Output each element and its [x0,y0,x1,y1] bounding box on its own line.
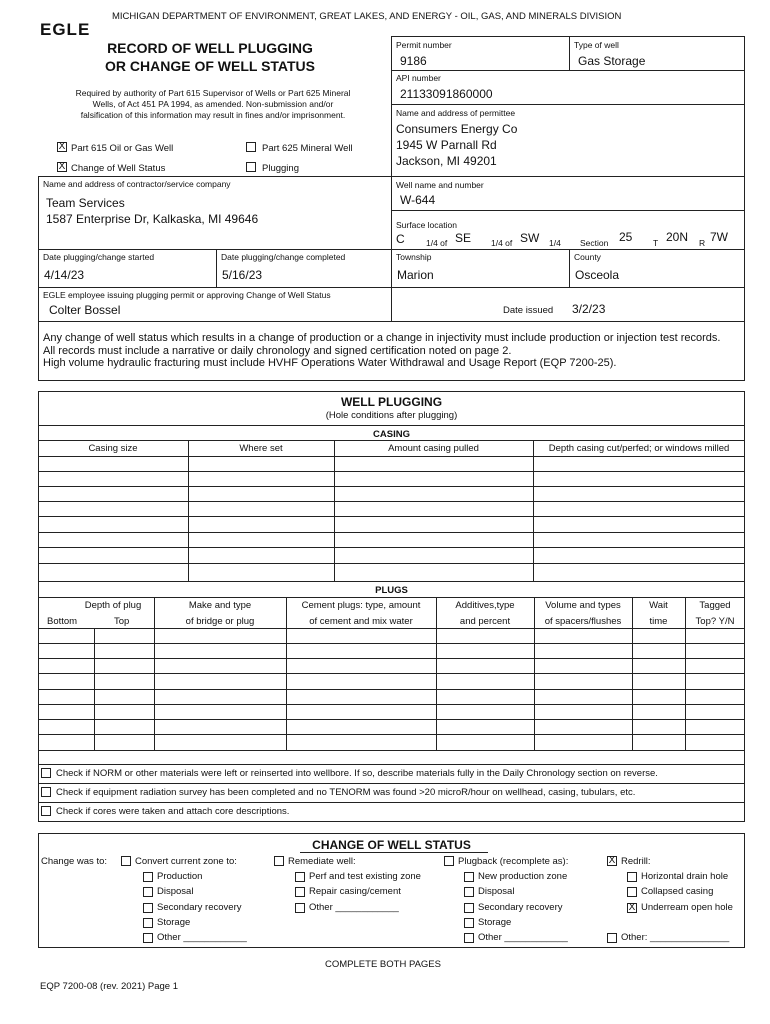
redrill-collapsed-checkbox[interactable] [627,887,637,897]
employee-label: EGLE employee issuing plugging permit or approving Change of Well Status [43,290,331,300]
convert-label: Convert current zone to: [135,856,237,867]
plugback-new-zone-label: New production zone [478,871,568,882]
casing-size-header: Casing size [88,443,138,454]
plugging-subtitle: (Hole conditions after plugging) [325,410,458,421]
radiation-label: Check if equipment radiation survey has been completed and no TENORM was found >20 microR/hour on wellhead, casing, tubulars, etc. [56,787,636,798]
convert-secondary-label: Secondary recovery [157,902,242,913]
authority-line1: Required by authority of Part 615 Supervisor of Wells or Part 625 Mineral [75,88,351,98]
permittee-street[interactable]: 1945 W Parnall Rd [396,138,497,152]
status-title: CHANGE OF WELL STATUS [312,838,471,852]
redrill-underream-checkbox[interactable]: X [628,902,636,913]
convert-other-label[interactable]: Other ____________ [157,932,247,943]
cores-label: Check if cores were taken and attach core descriptions. [56,806,290,817]
wait-header2: time [649,616,668,627]
plugback-storage-checkbox[interactable] [464,918,474,928]
loc-quarter2-value[interactable]: SW [520,231,540,245]
convert-other-checkbox[interactable] [143,933,153,943]
egle-logo: EGLE [40,20,91,39]
plugback-label: Plugback (recomplete as): [458,856,569,867]
plugback-other-label[interactable]: Other ____________ [478,932,568,943]
type-of-well-label: Type of well [574,40,619,50]
bottom-header: Bottom [47,616,78,627]
remediate-repair-checkbox[interactable] [295,887,305,897]
county-label: County [574,252,601,262]
date-started-value[interactable]: 4/14/23 [44,268,85,282]
plugging-label: Plugging [262,163,299,174]
township-t-label: T [653,238,659,248]
complete-both-pages: COMPLETE BOTH PAGES [325,959,441,970]
convert-storage-label: Storage [157,917,191,928]
api-number-label: API number [396,73,441,83]
make-type-header2: of bridge or plug [185,616,255,627]
redrill-underream-label: Underream open hole [641,902,733,913]
redrill-checkbox[interactable]: X [608,855,616,866]
amount-pulled-header: Amount casing pulled [388,443,479,454]
remediate-other-checkbox[interactable] [295,903,305,913]
cement-header2: of cement and mix water [309,616,413,627]
remediate-perf-checkbox[interactable] [295,872,305,882]
plugback-new-zone-checkbox[interactable] [464,872,474,882]
change-was-to-label: Change was to: [41,856,108,867]
volume-header2: of spacers/flushes [544,616,622,627]
loc-quarter1-label: 1/4 of [426,238,448,248]
contractor-label: Name and address of contractor/service company [43,179,231,189]
plugback-checkbox[interactable] [444,856,454,866]
change-status-checkbox[interactable]: X [58,161,66,172]
township-label: Township [396,252,432,262]
plugging-title: WELL PLUGGING [340,395,443,409]
api-number-value[interactable]: 21133091860000 [400,87,493,101]
part625-checkbox[interactable] [246,142,256,152]
range-r-label: R [699,238,706,248]
date-started-label: Date plugging/change started [43,252,155,262]
norm-checkbox[interactable] [41,768,51,778]
convert-secondary-checkbox[interactable] [143,903,153,913]
where-set-header: Where set [239,443,283,454]
date-completed-label: Date plugging/change completed [221,252,346,262]
redrill-label: Redrill: [621,856,651,867]
section-value[interactable]: 25 [619,230,633,244]
contractor-name[interactable]: Team Services [46,196,125,210]
note-line2: All records must include a narrative or daily chronology and signed certification noted on page 2. [43,345,512,357]
convert-disposal-checkbox[interactable] [143,887,153,897]
plugback-other-checkbox[interactable] [464,933,474,943]
remediate-perf-label: Perf and test existing zone [309,871,421,882]
additives-header1: Additives,type [455,600,515,611]
type-of-well-value[interactable]: Gas Storage [578,54,646,68]
remediate-checkbox[interactable] [274,856,284,866]
plugback-disposal-label: Disposal [478,886,515,897]
plugback-disposal-checkbox[interactable] [464,887,474,897]
redrill-collapsed-label: Collapsed casing [641,886,714,897]
redrill-horizontal-label: Horizontal drain hole [641,871,729,882]
convert-disposal-label: Disposal [157,886,194,897]
loc-quarter1-value[interactable]: SE [455,231,472,245]
other-bottom-label[interactable]: Other: _______________ [621,932,730,943]
plugging-checkbox[interactable] [246,162,256,172]
authority-line2: Wells, of Act 451 PA 1994, as amended. Non-submission and/or [92,99,334,109]
date-completed-value[interactable]: 5/16/23 [222,268,263,282]
loc-quarter3-label: 1/4 [549,238,561,248]
date-issued-label: Date issued [503,305,554,316]
date-issued-value[interactable]: 3/2/23 [572,302,606,316]
note-line1: Any change of well status which results in a change of production or a change in injectivity must include production or injection test records. [43,332,721,344]
convert-production-checkbox[interactable] [143,872,153,882]
remediate-label: Remediate well: [288,856,356,867]
remediate-repair-label: Repair casing/cement [309,886,401,897]
surface-location-label: Surface location [396,220,457,230]
tagged-header2: Top? Y/N [695,616,735,627]
department-header: MICHIGAN DEPARTMENT OF ENVIRONMENT, GREAT LAKES, AND ENERGY - OIL, GAS, AND MINERALS DIVISION [112,11,622,22]
permittee-city[interactable]: Jackson, MI 49201 [396,154,497,168]
convert-checkbox[interactable] [121,856,131,866]
township-num-value[interactable]: 20N [666,230,689,244]
form-title-line1: RECORD OF WELL PLUGGING [107,40,313,56]
plugback-storage-label: Storage [478,917,512,928]
part615-checkbox[interactable]: X [58,141,66,152]
convert-storage-checkbox[interactable] [143,918,153,928]
well-name-value[interactable]: W-644 [400,193,436,207]
tagged-header1: Tagged [699,600,731,611]
section-label: Section [580,238,609,248]
permit-number-value[interactable]: 9186 [400,54,427,68]
employee-value[interactable]: Colter Bossel [49,303,121,317]
part615-label: Part 615 Oil or Gas Well [71,143,174,154]
norm-label: Check if NORM or other materials were left or reinserted into wellbore. If so, describe materials fully in the Daily Chronology section on reverse. [56,768,658,779]
remediate-other-label[interactable]: Other ____________ [309,902,399,913]
plugback-secondary-label: Secondary recovery [478,902,563,913]
cement-header1: Cement plugs: type, amount [301,600,421,611]
make-type-header1: Make and type [188,600,252,611]
form-id: EQP 7200-08 (rev. 2021) Page 1 [40,981,179,992]
part625-label: Part 625 Mineral Well [262,143,353,154]
plugback-secondary-checkbox[interactable] [464,903,474,913]
authority-line3: falsification of this information may result in fines and/or imprisonment. [80,110,346,120]
note-line3: High volume hydraulic fracturing must include HVHF Operations Water Withdrawal and Usage Report (EQP 7200-25). [43,357,617,369]
depth-cut-header: Depth casing cut/perfed; or windows milled [548,443,730,454]
depth-of-plug-header: Depth of plug [84,600,142,611]
well-name-label: Well name and number [396,180,484,190]
loc-c-value[interactable]: C [396,232,405,246]
county-value[interactable]: Osceola [575,268,620,282]
township-value[interactable]: Marion [397,268,434,282]
additives-header2: and percent [459,616,511,627]
permittee-label: Name and address of permittee [396,108,516,118]
volume-header1: Volume and types [545,600,621,611]
permit-number-label: Permit number [396,40,452,50]
permittee-name[interactable]: Consumers Energy Co [396,122,518,136]
range-value[interactable]: 7W [710,230,728,244]
convert-production-label: Production [157,871,203,882]
cores-checkbox[interactable] [41,806,51,816]
loc-quarter2-label: 1/4 of [491,238,513,248]
casing-title: CASING [373,429,410,440]
top-header: Top [114,616,130,627]
radiation-checkbox[interactable] [41,787,51,797]
wait-header1: Wait [649,600,668,611]
change-status-label: Change of Well Status [71,163,166,174]
contractor-address[interactable]: 1587 Enterprise Dr, Kalkaska, MI 49646 [46,212,259,226]
redrill-horizontal-checkbox[interactable] [627,872,637,882]
form-title-line2: OR CHANGE OF WELL STATUS [105,58,315,74]
plugs-title: PLUGS [375,585,408,596]
other-bottom-checkbox[interactable] [607,933,617,943]
